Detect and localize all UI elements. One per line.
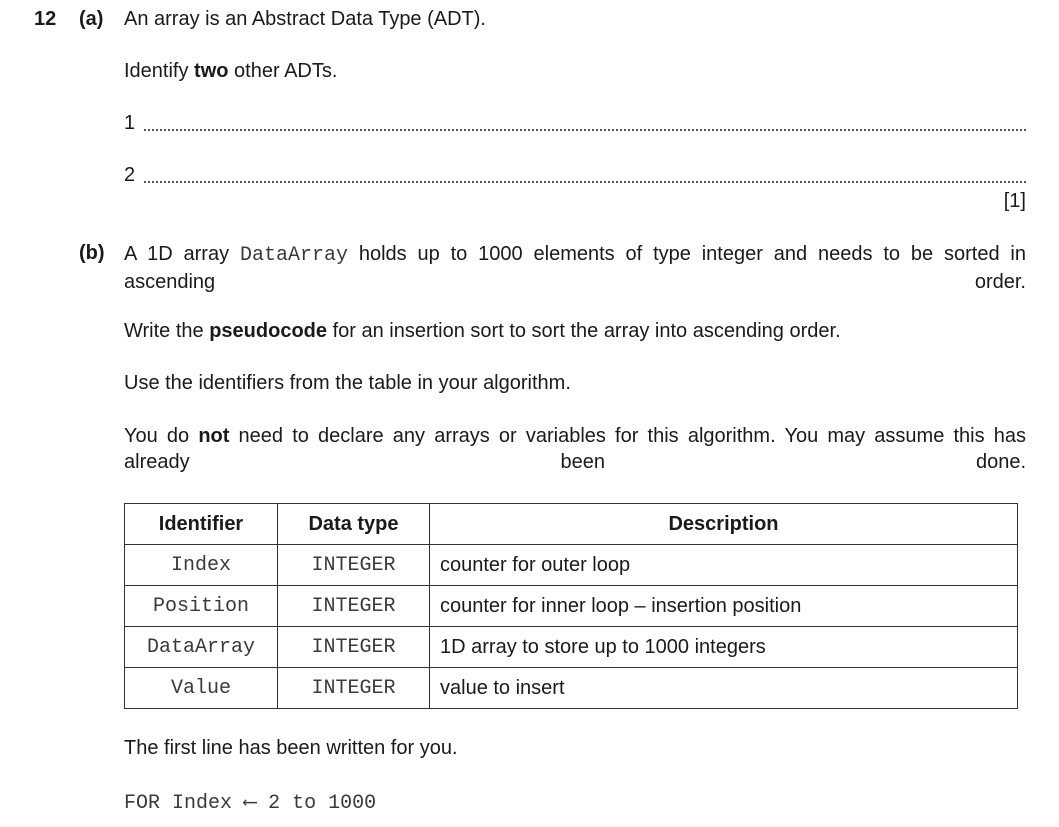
instruction-text-post: other ADTs. [228, 60, 338, 82]
cell-identifier: Position [125, 586, 278, 627]
part-a-label: (a) [79, 8, 104, 30]
answer-line-1[interactable] [124, 112, 1026, 135]
cell-data-type: INTEGER [278, 668, 430, 709]
table-row [125, 627, 1018, 668]
declare-emphasis: not [198, 425, 230, 447]
answer-number: 2 [124, 164, 136, 186]
table-row [125, 586, 1018, 627]
intro-text-post: holds up to 1000 elements of type integer and needs to be sorted in ascending order. [124, 243, 1026, 293]
cell-identifier: Value [125, 668, 278, 709]
cell-description: counter for outer loop [430, 545, 1018, 586]
cell-identifier: DataArray [125, 627, 278, 668]
identifier-table [124, 503, 1018, 709]
part-b-label: (b) [79, 242, 105, 264]
header-data-type: Data type [278, 504, 430, 545]
task-emphasis: pseudocode [209, 320, 328, 342]
part-b-declare-note [124, 423, 1026, 501]
declare-text-pre: You do [124, 425, 199, 447]
cell-data-type: INTEGER [278, 545, 430, 586]
instruction-emphasis: two [194, 60, 229, 82]
marks-label: [1] [1003, 190, 1026, 212]
pseudocode-first-line: FOR Index ⟵ 2 to 1000 [124, 792, 377, 815]
task-text-post: for an insertion sort to sort the array into ascending order. [327, 320, 841, 342]
table-row [125, 668, 1018, 709]
table-row [125, 545, 1018, 586]
part-a-instruction [124, 60, 337, 83]
question-number: 12 [34, 8, 57, 30]
header-identifier: Identifier [125, 504, 278, 545]
intro-text-pre: A 1D array [124, 243, 240, 265]
answer-line-2[interactable] [124, 164, 1026, 187]
part-a-statement: An array is an Abstract Data Type (ADT). [124, 8, 486, 30]
first-line-note: The first line has been written for you. [124, 737, 458, 759]
table-header-row [125, 504, 1018, 545]
part-b-intro [124, 241, 1026, 321]
cell-description: 1D array to store up to 1000 integers [430, 627, 1018, 668]
task-text-pre: Write the [124, 320, 210, 342]
instruction-text-pre: Identify [124, 60, 195, 82]
cell-description: counter for inner loop – insertion position [430, 586, 1018, 627]
declare-text-post: need to declare any arrays or variables for this algorithm. You may assume this has already been done. [124, 425, 1026, 473]
header-description: Description [430, 504, 1018, 545]
code-identifier: DataArray [239, 244, 348, 267]
answer-number: 1 [124, 112, 136, 134]
cell-data-type: INTEGER [278, 627, 430, 668]
cell-identifier: Index [125, 545, 278, 586]
part-b-task [124, 320, 841, 343]
dotted-answer-space [144, 181, 1026, 183]
cell-description: value to insert [430, 668, 1018, 709]
cell-data-type: INTEGER [278, 586, 430, 627]
dotted-answer-space [144, 129, 1026, 131]
part-b-identifiers-note: Use the identifiers from the table in your algorithm. [124, 372, 571, 394]
